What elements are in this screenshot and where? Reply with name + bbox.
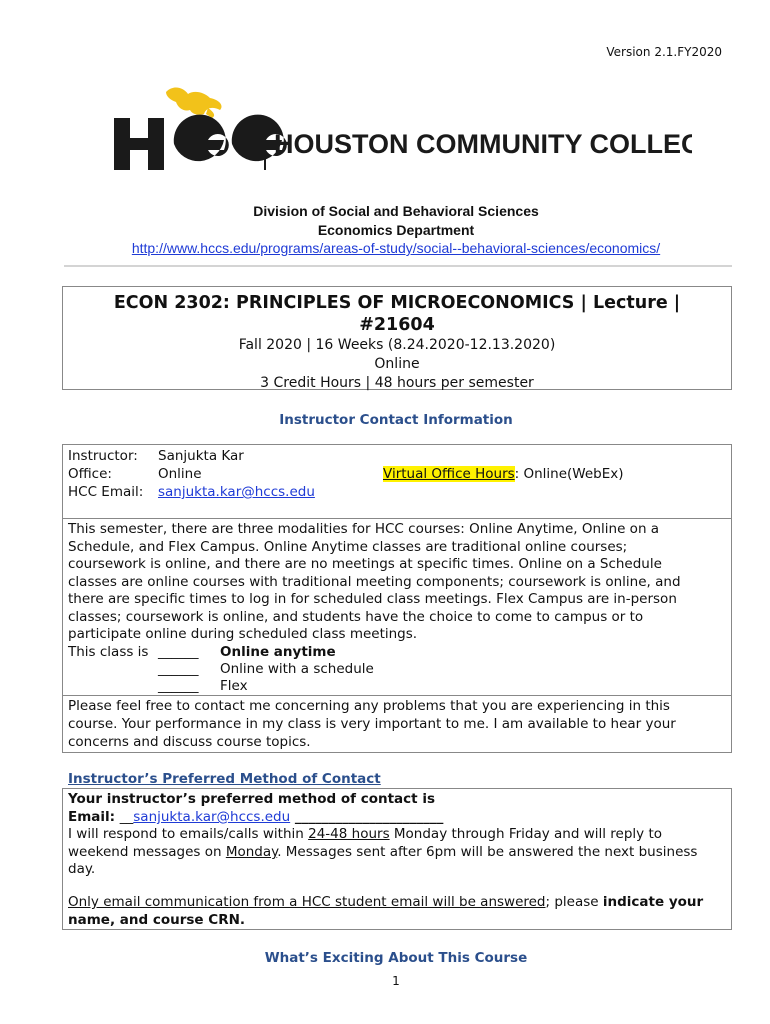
- option-online-schedule: Online with a schedule: [220, 661, 374, 677]
- modality-line: Schedule, and Flex Campus. Online Anytime classes are traditional online courses;: [68, 539, 628, 555]
- blank-3: ______: [158, 678, 199, 694]
- instructor-label: Instructor:: [68, 448, 138, 464]
- weekend-line: [68, 844, 697, 862]
- email-note-underlined: Only email communication from a HCC student email will be answered: [68, 894, 546, 910]
- course-title: ECON 2302: PRINCIPLES OF MICROECONOMICS | Lecture | #21604: [113, 293, 681, 335]
- course-term: Fall 2020 | 16 Weeks (8.24.2020-12.13.2020): [238, 337, 556, 353]
- instructor-name: Sanjukta Kar: [158, 448, 244, 464]
- email-label: Email:: [68, 809, 120, 825]
- divider: [64, 265, 732, 267]
- page-number: 1: [392, 974, 400, 988]
- preferred-contact-box: [62, 788, 732, 930]
- this-class-is-label: This class is: [68, 644, 149, 660]
- email-note-bold: indicate your: [602, 894, 704, 910]
- day-line: day.: [68, 861, 96, 877]
- office-label: Office:: [68, 466, 112, 482]
- modalities-box: [62, 518, 732, 696]
- department-name: Economics Department: [317, 222, 475, 238]
- course-header-box: [62, 286, 732, 390]
- division-name: Division of Social and Behavioral Sciences: [253, 203, 539, 219]
- email-prefix: __: [119, 809, 134, 825]
- preferred-heading: Instructor’s Preferred Method of Contact: [68, 771, 381, 787]
- instructor-info-box: [62, 444, 732, 519]
- hcc-logo: [112, 78, 692, 182]
- preferred-email-link[interactable]: sanjukta.kar@hccs.edu: [133, 809, 291, 825]
- modality-line: This semester, there are three modalities for HCC courses: Online Anytime, Online on a: [68, 521, 660, 537]
- feel-free-line: Please feel free to contact me concerning any problems that you are experiencing in this: [68, 698, 670, 714]
- office-value: Online: [158, 466, 202, 482]
- course-mode: Online: [374, 356, 420, 372]
- weekend-day: Monday: [225, 844, 278, 860]
- blank-2: ______: [158, 661, 199, 677]
- voh-label: Virtual Office Hours: [383, 466, 515, 482]
- modality-line: classes are online courses with traditional meeting components; coursework is online, and: [68, 574, 681, 590]
- respond-line: [68, 826, 662, 844]
- email-suffix: ______________________: [290, 809, 444, 825]
- preferred-line: Your instructor’s preferred method of contact is: [68, 791, 435, 807]
- modality-line: coursework is online, and there are no meetings at specific times. Online on a Schedule: [68, 556, 662, 572]
- feel-free-box: [62, 695, 732, 753]
- modality-line: participate online during scheduled class meetings.: [68, 626, 418, 642]
- email-note-line2: name, and course CRN.: [68, 912, 246, 928]
- option-flex: Flex: [220, 678, 248, 694]
- voh-value: : Online(WebEx): [514, 466, 624, 482]
- eagle-icon: [166, 88, 222, 118]
- option-online-anytime: Online anytime: [220, 644, 336, 660]
- college-name: HOUSTON COMMUNITY COLLEGE: [274, 129, 692, 159]
- email-note-mid: ; please: [545, 894, 603, 910]
- feel-free-line: course. Your performance in my class is very important to me. I am available to hear your: [68, 716, 676, 732]
- course-hours: 3 Credit Hours | 48 hours per semester: [260, 375, 534, 391]
- contact-heading: Instructor Contact Information: [279, 412, 513, 428]
- email-note-line: [68, 894, 703, 912]
- feel-free-line: concerns and discuss course topics.: [68, 734, 311, 750]
- department-link[interactable]: http://www.hccs.edu/programs/areas-of-study/social--behavioral-sciences/economics/: [131, 240, 661, 256]
- respond-pre: I will respond to emails/calls within: [68, 826, 309, 842]
- exciting-heading: What’s Exciting About This Course: [264, 950, 528, 966]
- version-label: Version 2.1.FY2020: [606, 45, 722, 59]
- weekend-pre: weekend messages on: [68, 844, 226, 860]
- email-label: HCC Email:: [68, 484, 144, 500]
- modality-line: there are specific times to log in for scheduled class meetings. Flex Campus are in-person: [68, 591, 677, 607]
- respond-hours: 24-48 hours: [308, 826, 390, 842]
- weekend-post: . Messages sent after 6pm will be answered the next business: [277, 844, 698, 860]
- virtual-office-hours: [383, 466, 624, 484]
- instructor-email-link[interactable]: sanjukta.kar@hccs.edu: [158, 484, 315, 500]
- blank-1: ______: [158, 644, 199, 660]
- respond-post: Monday through Friday and will reply to: [389, 826, 663, 842]
- preferred-email-row: [68, 809, 443, 827]
- modality-line: classes; coursework is online, and students have the choice to come to campus or to: [68, 609, 644, 625]
